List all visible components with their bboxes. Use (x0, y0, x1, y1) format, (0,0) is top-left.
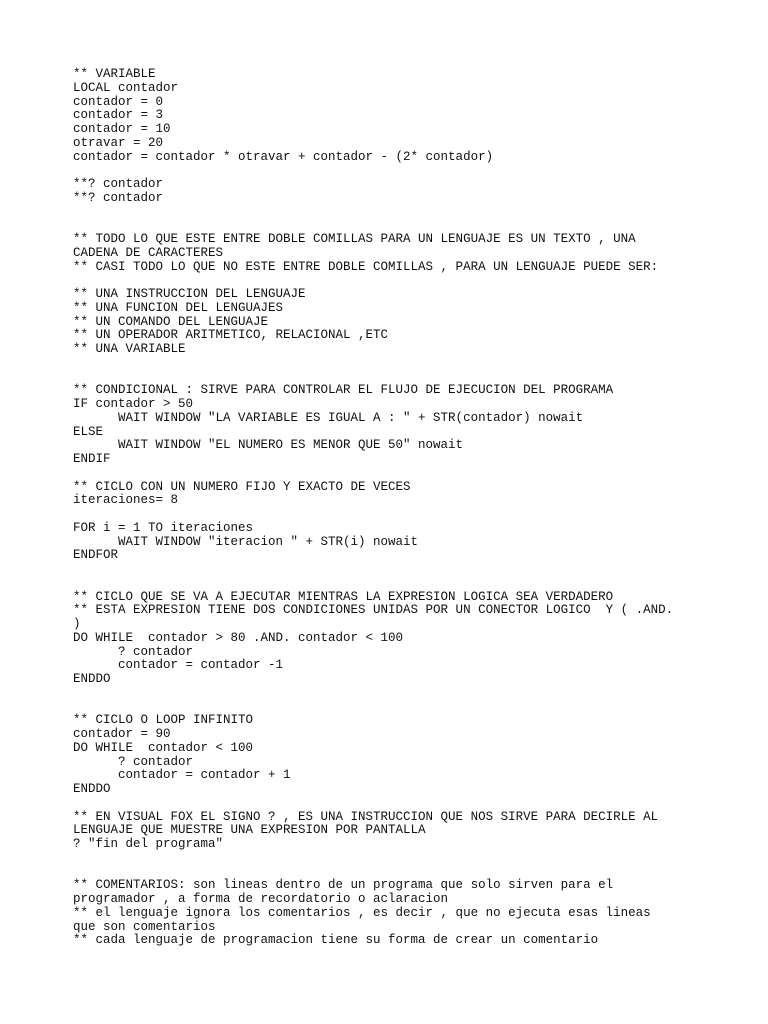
code-line: ** CASI TODO LO QUE NO ESTE ENTRE DOBLE COMILLAS , PARA UN LENGUAJE PUEDE SER: (73, 259, 659, 274)
code-line: LENGUAJE QUE MUESTRE UNA EXPRESION POR PANTALLA (73, 823, 426, 838)
code-line: contador = 90 (73, 727, 171, 741)
code-line: **? contador (73, 177, 164, 191)
code-line: ENDDO (73, 672, 111, 686)
code-line: DO WHILE contador < 100 (73, 740, 254, 755)
code-line: ) (73, 617, 81, 631)
blank-line (73, 219, 753, 233)
code-line: DO WHILE contador > 80 .AND. contador < 100 (73, 630, 404, 645)
blank-line (73, 852, 753, 866)
code-line: WAIT WINDOW "LA VARIABLE ES IGUAL A : " + STR(contador) nowait (73, 410, 584, 425)
code-line: WAIT WINDOW "iteracion " + STR(i) nowait (73, 534, 419, 549)
code-line: ** cada lenguaje de programacion tiene su forma de crear un comentario (73, 933, 599, 948)
code-line: programador , a forma de recordatorio o aclaracion (73, 892, 449, 906)
code-line: ** EN VISUAL FOX EL SIGNO ? , ES UNA INSTRUCCION QUE NOS SIRVE PARA DECIRLE AL (73, 809, 659, 824)
code-line: iteraciones= 8 (73, 493, 179, 508)
blank-line (73, 467, 753, 481)
code-line: ** UNA VARIABLE (73, 342, 186, 356)
blank-line (73, 866, 753, 880)
code-line: contador = 10 (73, 122, 171, 136)
code-line: ** UNA INSTRUCCION DEL LENGUAJE (73, 287, 306, 301)
code-line: contador = 0 (73, 94, 164, 109)
blank-line (73, 357, 753, 371)
code-line: ** CICLO QUE SE VA A EJECUTAR MIENTRAS LA EXPRESION LOGICA SEA VERDADERO (73, 589, 614, 604)
code-line: otravar = 20 (73, 135, 164, 150)
document-page (73, 68, 753, 948)
blank-line (73, 563, 753, 577)
code-line: ** UN OPERADOR ARITMETICO, RELACIONAL ,ETC (73, 328, 389, 343)
code-line: ** CONDICIONAL : SIRVE PARA CONTROLAR EL FLUJO DE EJECUCION DEL PROGRAMA (73, 383, 614, 398)
code-line: contador = contador -1 (73, 658, 284, 673)
code-line: contador = 3 (73, 108, 164, 123)
code-line: **? contador (73, 190, 164, 205)
code-line: LOCAL contador (73, 80, 179, 95)
code-line: WAIT WINDOW "EL NUMERO ES MENOR QUE 50" nowait (73, 438, 464, 453)
code-line: ** UNA FUNCION DEL LENGUAJES (73, 300, 284, 315)
blank-line (73, 797, 753, 811)
code-line: ** COMENTARIOS: son lineas dentro de un programa que solo sirven para el (73, 878, 614, 893)
blank-line (73, 577, 753, 591)
code-line: FOR i = 1 TO iteraciones (73, 520, 254, 535)
blank-line (73, 371, 753, 385)
code-line: ? contador (73, 644, 194, 659)
code-line: ** TODO LO QUE ESTE ENTRE DOBLE COMILLAS PARA UN LENGUAJE ES UN TEXTO , UNA (73, 232, 636, 246)
code-line: ** el lenguaje ignora los comentarios , es decir , que no ejecuta esas lineas (73, 905, 651, 920)
code-line: ? "fin del programa" (73, 837, 224, 851)
code-line: ENDFOR (73, 548, 119, 563)
blank-line (73, 701, 753, 715)
code-line: ** VARIABLE (73, 67, 156, 81)
blank-line (73, 274, 753, 288)
code-line: ** CICLO O LOOP INFINITO (73, 713, 254, 728)
blank-line (73, 687, 753, 701)
blank-line (73, 508, 753, 522)
code-line: ** CICLO CON UN NUMERO FIJO Y EXACTO DE VECES (73, 479, 411, 494)
blank-line (73, 206, 753, 220)
code-line: ELSE (73, 424, 104, 439)
blank-line (73, 164, 753, 178)
code-line: ENDDO (73, 782, 111, 796)
code-line: contador = contador * otravar + contador - (2* contador) (73, 149, 494, 164)
code-line: que son comentarios (73, 919, 216, 934)
code-line: contador = contador + 1 (73, 768, 291, 783)
code-line: ? contador (73, 754, 194, 769)
code-line: ENDIF (73, 452, 111, 466)
code-line: IF contador > 50 (73, 397, 194, 411)
code-line: CADENA DE CARACTERES (73, 245, 224, 260)
code-line: ** ESTA EXPRESION TIENE DOS CONDICIONES UNIDAS POR UN CONECTOR LOGICO Y ( .AND. (73, 603, 674, 618)
code-line: ** UN COMANDO DEL LENGUAJE (73, 314, 269, 329)
